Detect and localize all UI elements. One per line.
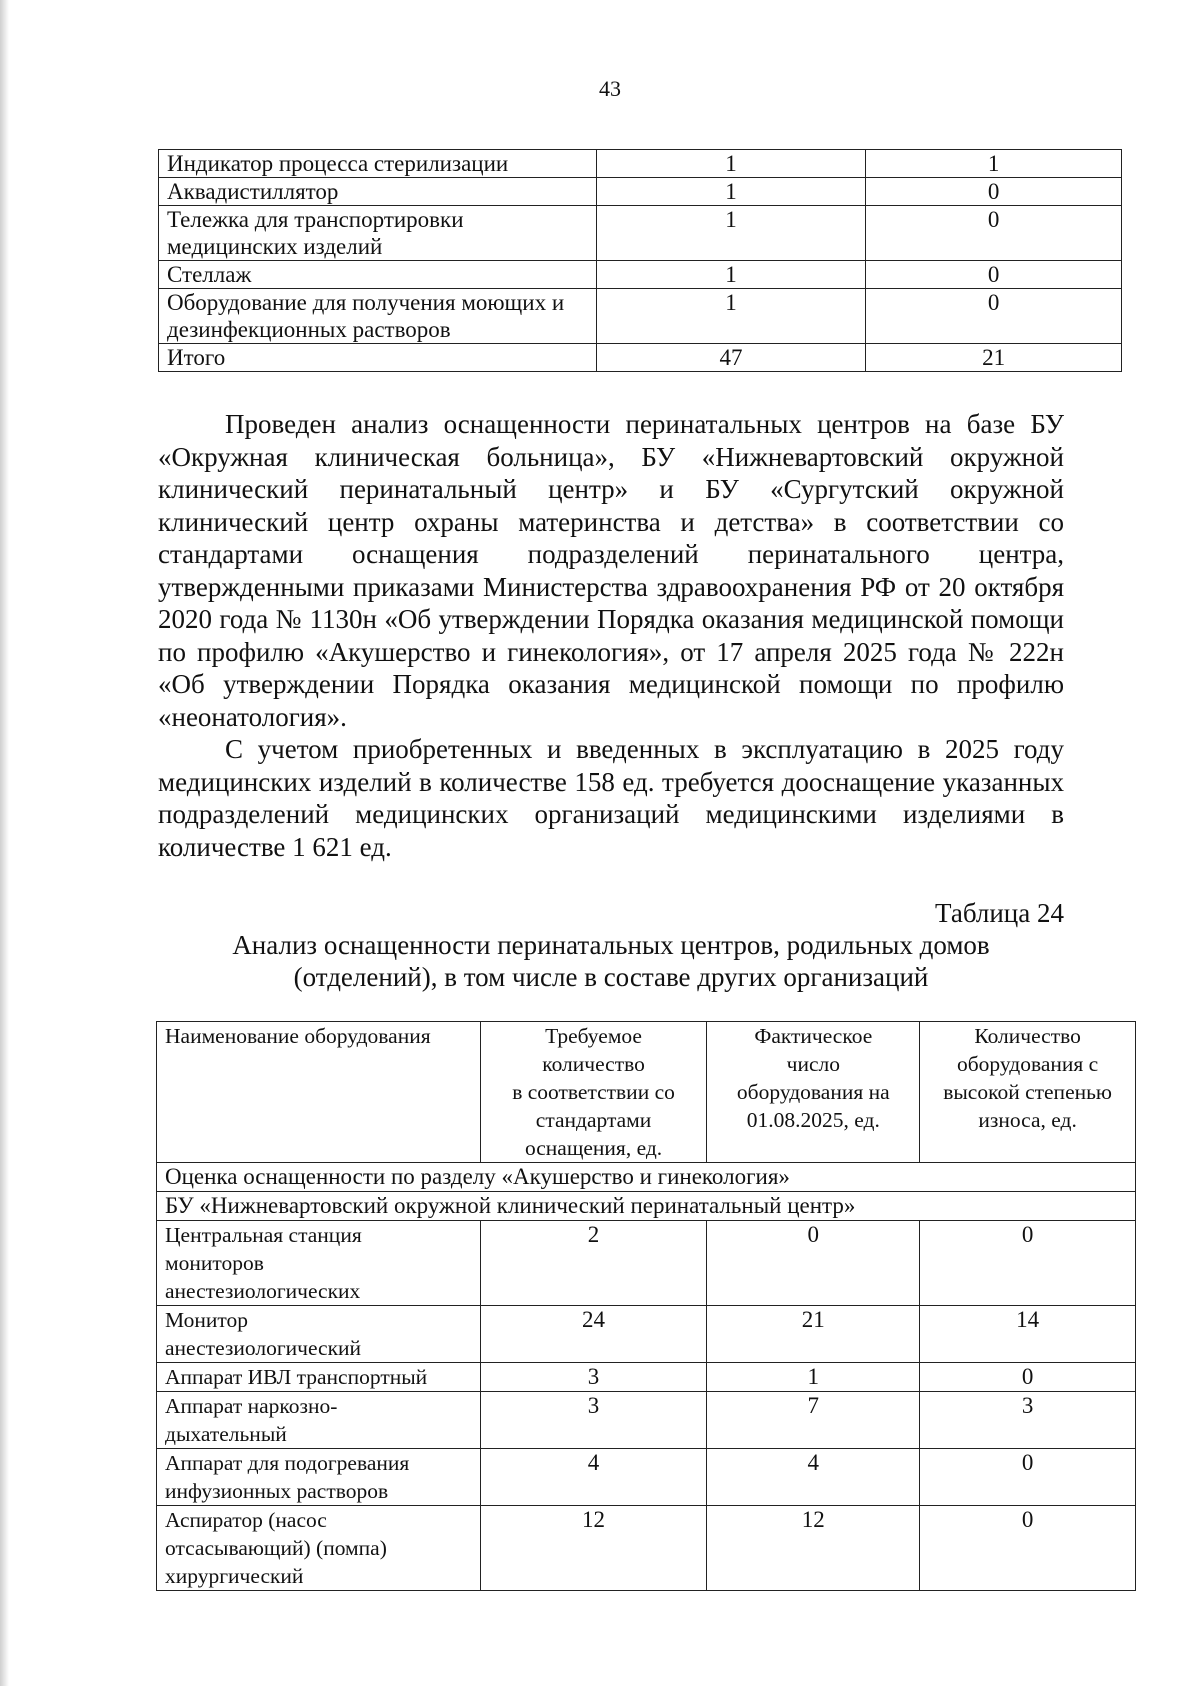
actual-count: 0 [866,289,1122,344]
table-row [157,1306,1136,1363]
actual-count: 21 [866,344,1122,372]
required-count: 47 [596,344,866,372]
equipment-name [157,1363,481,1392]
scan-edge [0,0,9,1686]
required-count: 3 [480,1392,707,1449]
header-line: высокой степенью [943,1080,1112,1104]
name-line: мониторов [165,1251,264,1275]
header-name: Наименование оборудования [157,1022,481,1163]
item-name: Итого [159,344,597,372]
name-line: хирургический [165,1564,304,1588]
worn-count: 0 [920,1506,1136,1591]
worn-count: 0 [920,1363,1136,1392]
header-line: 01.08.2025, ед. [746,1108,880,1132]
actual-count: 0 [866,261,1122,289]
header-line: Количество [974,1024,1081,1048]
actual-count: 4 [707,1449,920,1506]
name-line: Аспиратор (насос [165,1508,327,1532]
header-line: оборудования на [736,1080,890,1104]
required-count: 1 [596,206,866,261]
actual-count: 0 [866,206,1122,261]
table-row [159,289,1122,344]
name-line: анестезиологических [165,1279,361,1303]
name-line: Аппарат наркозно- [165,1394,338,1418]
actual-count: 1 [866,150,1122,178]
header-actual [707,1022,920,1163]
table-row [159,261,1122,289]
worn-count: 3 [920,1392,1136,1449]
required-count: 24 [480,1306,707,1363]
item-name: Стеллаж [159,261,597,289]
actual-count: 7 [707,1392,920,1449]
name-line: дыхательный [165,1422,287,1446]
required-count: 1 [596,261,866,289]
required-count: 12 [480,1506,707,1591]
name-line: Аппарат для подогревания [165,1451,410,1475]
required-count: 4 [480,1449,707,1506]
table-row [157,1449,1136,1506]
table-caption: Таблица 24 [935,898,1064,928]
equipment-analysis-table [156,1021,1136,1591]
equipment-name [157,1306,481,1363]
actual-count: 21 [707,1306,920,1363]
header-line: Требуемое [545,1024,642,1048]
equipment-name [157,1221,481,1306]
header-line: оснащения, ед. [524,1136,663,1160]
equipment-name [157,1506,481,1591]
equipment-table-continued [158,149,1122,372]
worn-count: 0 [920,1221,1136,1306]
page-number: 43 [599,76,621,101]
required-count: 1 [596,289,866,344]
header-required [480,1022,707,1163]
header-worn [920,1022,1136,1163]
table-row [159,206,1122,261]
paragraph: С учетом приобретенных и введенных в эксплуатацию в 2025 году медицинских изделий в количестве 158 ед. требуется дооснащение указанных подразделений медицинских организаций медицинскими изделиями в количестве 1 621 ед. [158,734,1064,862]
actual-count: 0 [707,1221,920,1306]
worn-count: 0 [920,1449,1136,1506]
equipment-name [157,1449,481,1506]
table-row [157,1221,1136,1306]
worn-count: 14 [920,1306,1136,1363]
header-row [157,1022,1136,1163]
required-count: 1 [596,178,866,206]
header-line: число [786,1052,840,1076]
table-title-line: Анализ оснащенности перинатальных центров, родильных домов [232,930,990,960]
name-line: инфузионных растворов [165,1479,389,1503]
actual-count: 1 [707,1363,920,1392]
body-text [158,408,1064,863]
table-title-line: (отделений), в том числе в составе других организаций [293,962,929,992]
total-row [159,344,1122,372]
table-row [159,178,1122,206]
item-name: Оборудование для получения моющих и дезинфекционных растворов [159,289,597,344]
item-name: Аквадистиллятор [159,178,597,206]
header-line: в соответствии со [512,1080,675,1104]
name-line: Центральная станция [165,1223,362,1247]
name-line: Монитор [165,1308,248,1332]
header-line: стандартами [535,1108,652,1132]
paragraph: Проведен анализ оснащенности перинатальных центров на базе БУ «Окружная клиническая больница», БУ «Нижневартовский окружной клинический перинатальный центр» и БУ «Сургутский окружной клинический центр охраны материнства и детства» в соответствии со стандартами оснащения подразделений перинатального центра, утвержденными приказами Министерства здравоохранения РФ от 20 октября 2020 года № 1130н «Об утверждении Порядка оказания медицинской помощи по профилю «Акушерство и гинекология», от 17 апреля 2025 года № 222н «Об утверждении Порядка оказания медицинской помощи по профилю «неонатология». [158,409,1064,732]
table-row [159,150,1122,178]
actual-count: 12 [707,1506,920,1591]
equipment-name [157,1392,481,1449]
required-count: 1 [596,150,866,178]
item-name: Индикатор процесса стерилизации [159,150,597,178]
header-line: количество [542,1052,645,1076]
actual-count: 0 [866,178,1122,206]
table-row [157,1392,1136,1449]
table-row [157,1363,1136,1392]
header-line: оборудования с [956,1052,1099,1076]
name-line: анестезиологический [165,1336,362,1360]
section-row [157,1163,1136,1192]
required-count: 3 [480,1363,707,1392]
required-count: 2 [480,1221,707,1306]
section-title: Оценка оснащенности по разделу «Акушерство и гинекология» [157,1163,1136,1192]
item-name: Тележка для транспортировки медицинских изделий [159,206,597,261]
name-line: отсасывающий) (помпа) [165,1536,387,1560]
name-line: Аппарат ИВЛ транспортный [165,1365,428,1389]
subsection-title: БУ «Нижневартовский окружной клинический перинатальный центр» [157,1192,1136,1221]
table-title [158,929,1064,993]
header-line: Фактическое [754,1024,873,1048]
table-row [157,1506,1136,1591]
header-line: износа, ед. [978,1108,1077,1132]
subsection-row [157,1192,1136,1221]
